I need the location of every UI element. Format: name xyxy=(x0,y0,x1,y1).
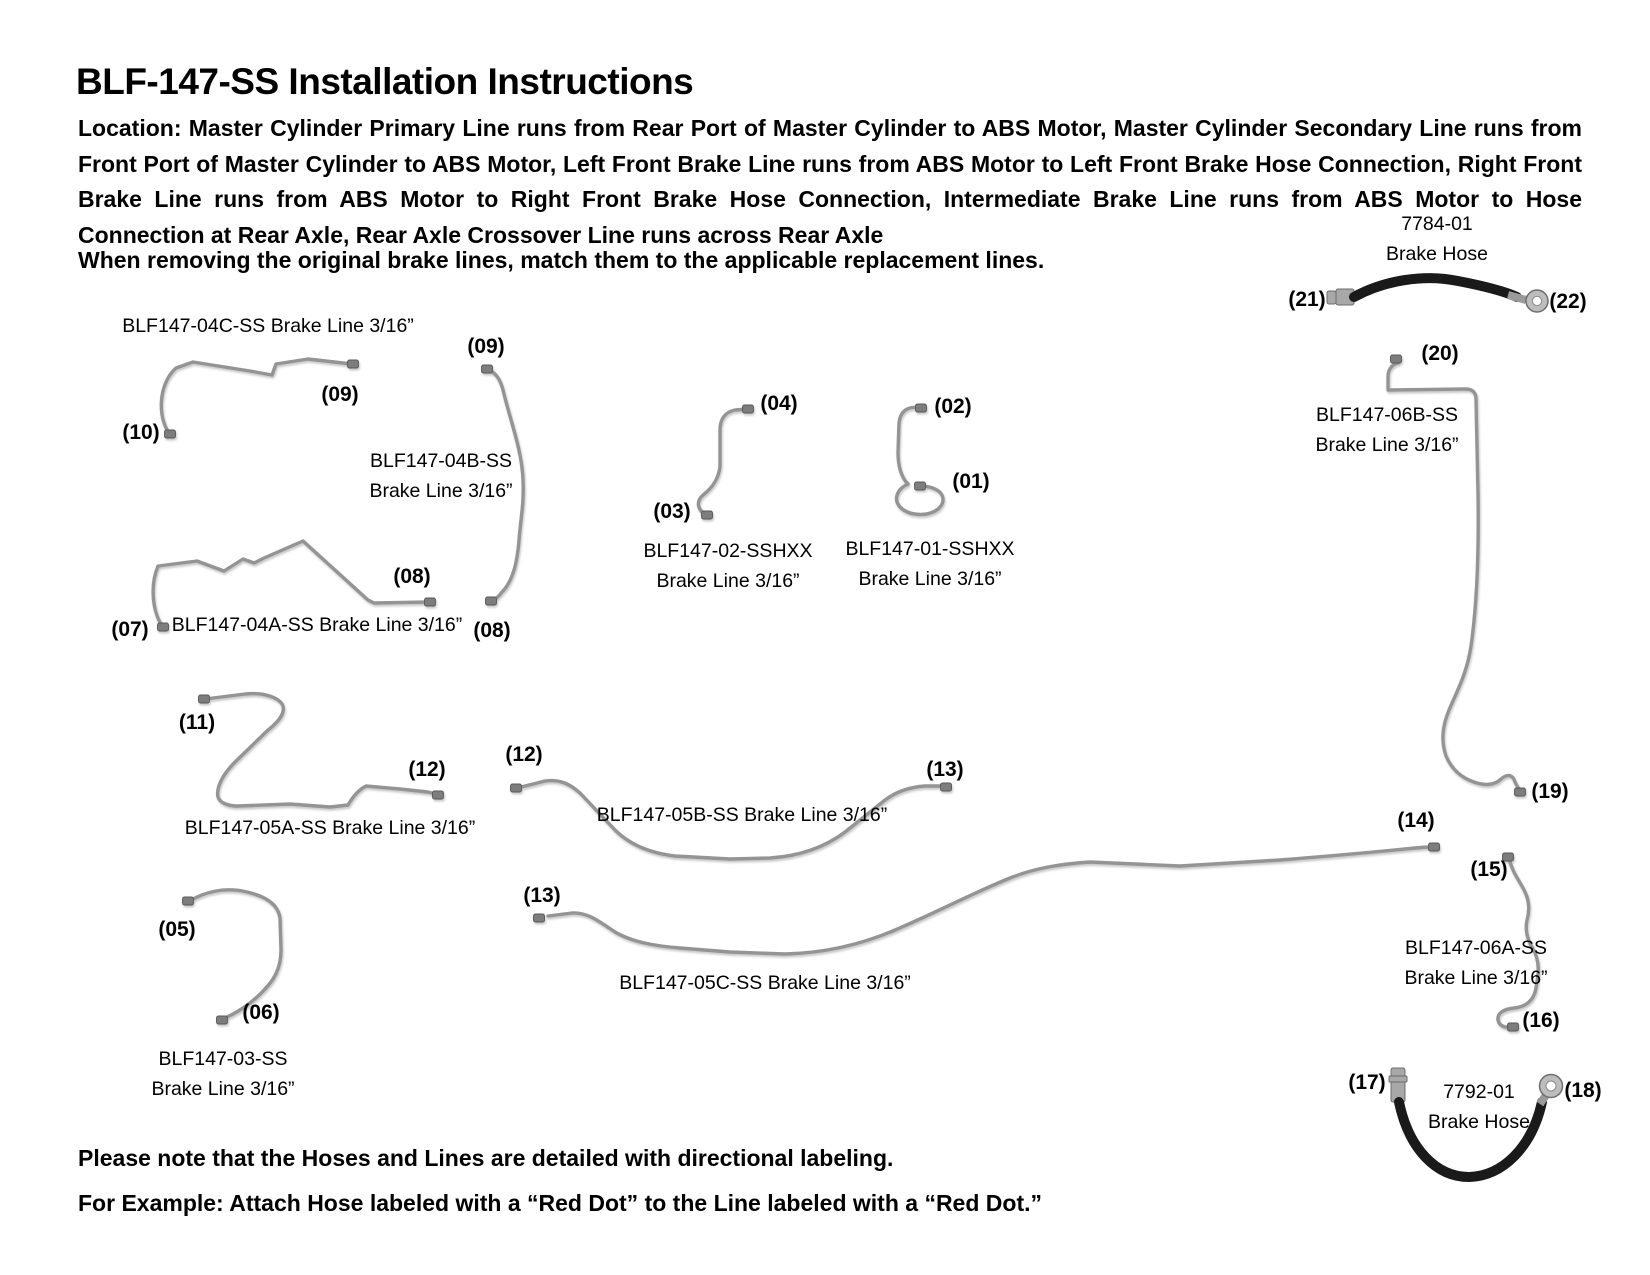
directional-labeling-note: Please note that the Hoses and Lines are detailed with directional labeling. xyxy=(78,1145,894,1171)
match-note: When removing the original brake lines, match them to the applicable replacement lines. xyxy=(78,247,1045,273)
callout-13-05b: (13) xyxy=(926,758,964,781)
part-label-04a: BLF147-04A-SS Brake Line 3/16” xyxy=(171,614,463,636)
part-label-05b: BLF147-05B-SS Brake Line 3/16” xyxy=(596,804,888,826)
page-title: BLF-147-SS Installation Instructions xyxy=(76,60,694,102)
callout-15: (15) xyxy=(1470,858,1508,881)
part-label-05a: BLF147-05A-SS Brake Line 3/16” xyxy=(184,817,476,839)
callout-21: (21) xyxy=(1288,288,1326,311)
callout-06: (06) xyxy=(242,1001,280,1024)
callout-04: (04) xyxy=(760,392,798,415)
brake-line-05c-graphic xyxy=(534,843,1440,954)
part-label-06a: BLF147-06A-SS Brake Line 3/16” xyxy=(1404,937,1548,989)
callout-19: (19) xyxy=(1531,780,1569,803)
part-label-06b: BLF147-06B-SS Brake Line 3/16” xyxy=(1315,404,1459,456)
callout-20: (20) xyxy=(1421,342,1459,365)
callout-08-04a: (08) xyxy=(393,565,431,588)
callout-01: (01) xyxy=(952,470,990,493)
callout-18: (18) xyxy=(1564,1079,1602,1102)
callout-05: (05) xyxy=(158,918,196,941)
callout-11: (11) xyxy=(178,711,216,734)
part-label-04c: BLF147-04C-SS Brake Line 3/16” xyxy=(122,315,414,337)
brake-line-02-graphic xyxy=(698,405,753,519)
part-label-01-sshxx: BLF147-01-SSHXX Brake Line 3/16” xyxy=(845,538,1015,590)
callout-12-05a: (12) xyxy=(408,758,446,781)
callout-02: (02) xyxy=(934,395,972,418)
location-paragraph: Location: Master Cylinder Primary Line runs from Rear Port of Master Cylinder to ABS Motor, Master Cylinder Secondary Line runs from Front Port of Master Cylinder to ABS Motor, Left Front Brake Line runs from ABS Motor to Left Front Brake Hose Connection, Right Front Brake Line runs from ABS Motor to Right Front Brake Hose Connection, Intermediate Brake Line runs from ABS Motor to Hose Connection at Rear Axle, Rear Axle Crossover Line runs across Rear Axle xyxy=(78,115,1582,248)
callout-14: (14) xyxy=(1397,809,1435,832)
callout-09-04c: (09) xyxy=(321,383,359,406)
part-label-7784-01: 7784-01 Brake Hose xyxy=(1386,213,1488,265)
callout-07: (07) xyxy=(111,618,149,641)
part-label-04b: BLF147-04B-SS Brake Line 3/16” xyxy=(369,450,513,502)
part-label-7792-01: 7792-01 Brake Hose xyxy=(1428,1081,1530,1133)
part-label-05c: BLF147-05C-SS Brake Line 3/16” xyxy=(619,972,911,994)
callout-16: (16) xyxy=(1522,1009,1560,1032)
callout-09-04b: (09) xyxy=(467,335,505,358)
callout-08-04b: (08) xyxy=(473,619,511,642)
brake-line-01-graphic xyxy=(897,404,943,514)
callout-22: (22) xyxy=(1549,290,1587,313)
brake-line-05a-graphic xyxy=(199,694,444,807)
brake-hose-7784-graphic xyxy=(1327,278,1548,312)
part-label-02-sshxx: BLF147-02-SSHXX Brake Line 3/16” xyxy=(643,540,813,592)
example-note: For Example: Attach Hose labeled with a “Red Dot” to the Line labeled with a “Red Dot.” xyxy=(78,1190,1042,1216)
callout-13-05c: (13) xyxy=(523,884,561,907)
callout-12-05b: (12) xyxy=(505,743,543,766)
part-label-03: BLF147-03-SS Brake Line 3/16” xyxy=(151,1048,295,1100)
callout-17: (17) xyxy=(1348,1071,1386,1094)
callout-10: (10) xyxy=(122,421,160,444)
callout-03: (03) xyxy=(653,500,691,523)
